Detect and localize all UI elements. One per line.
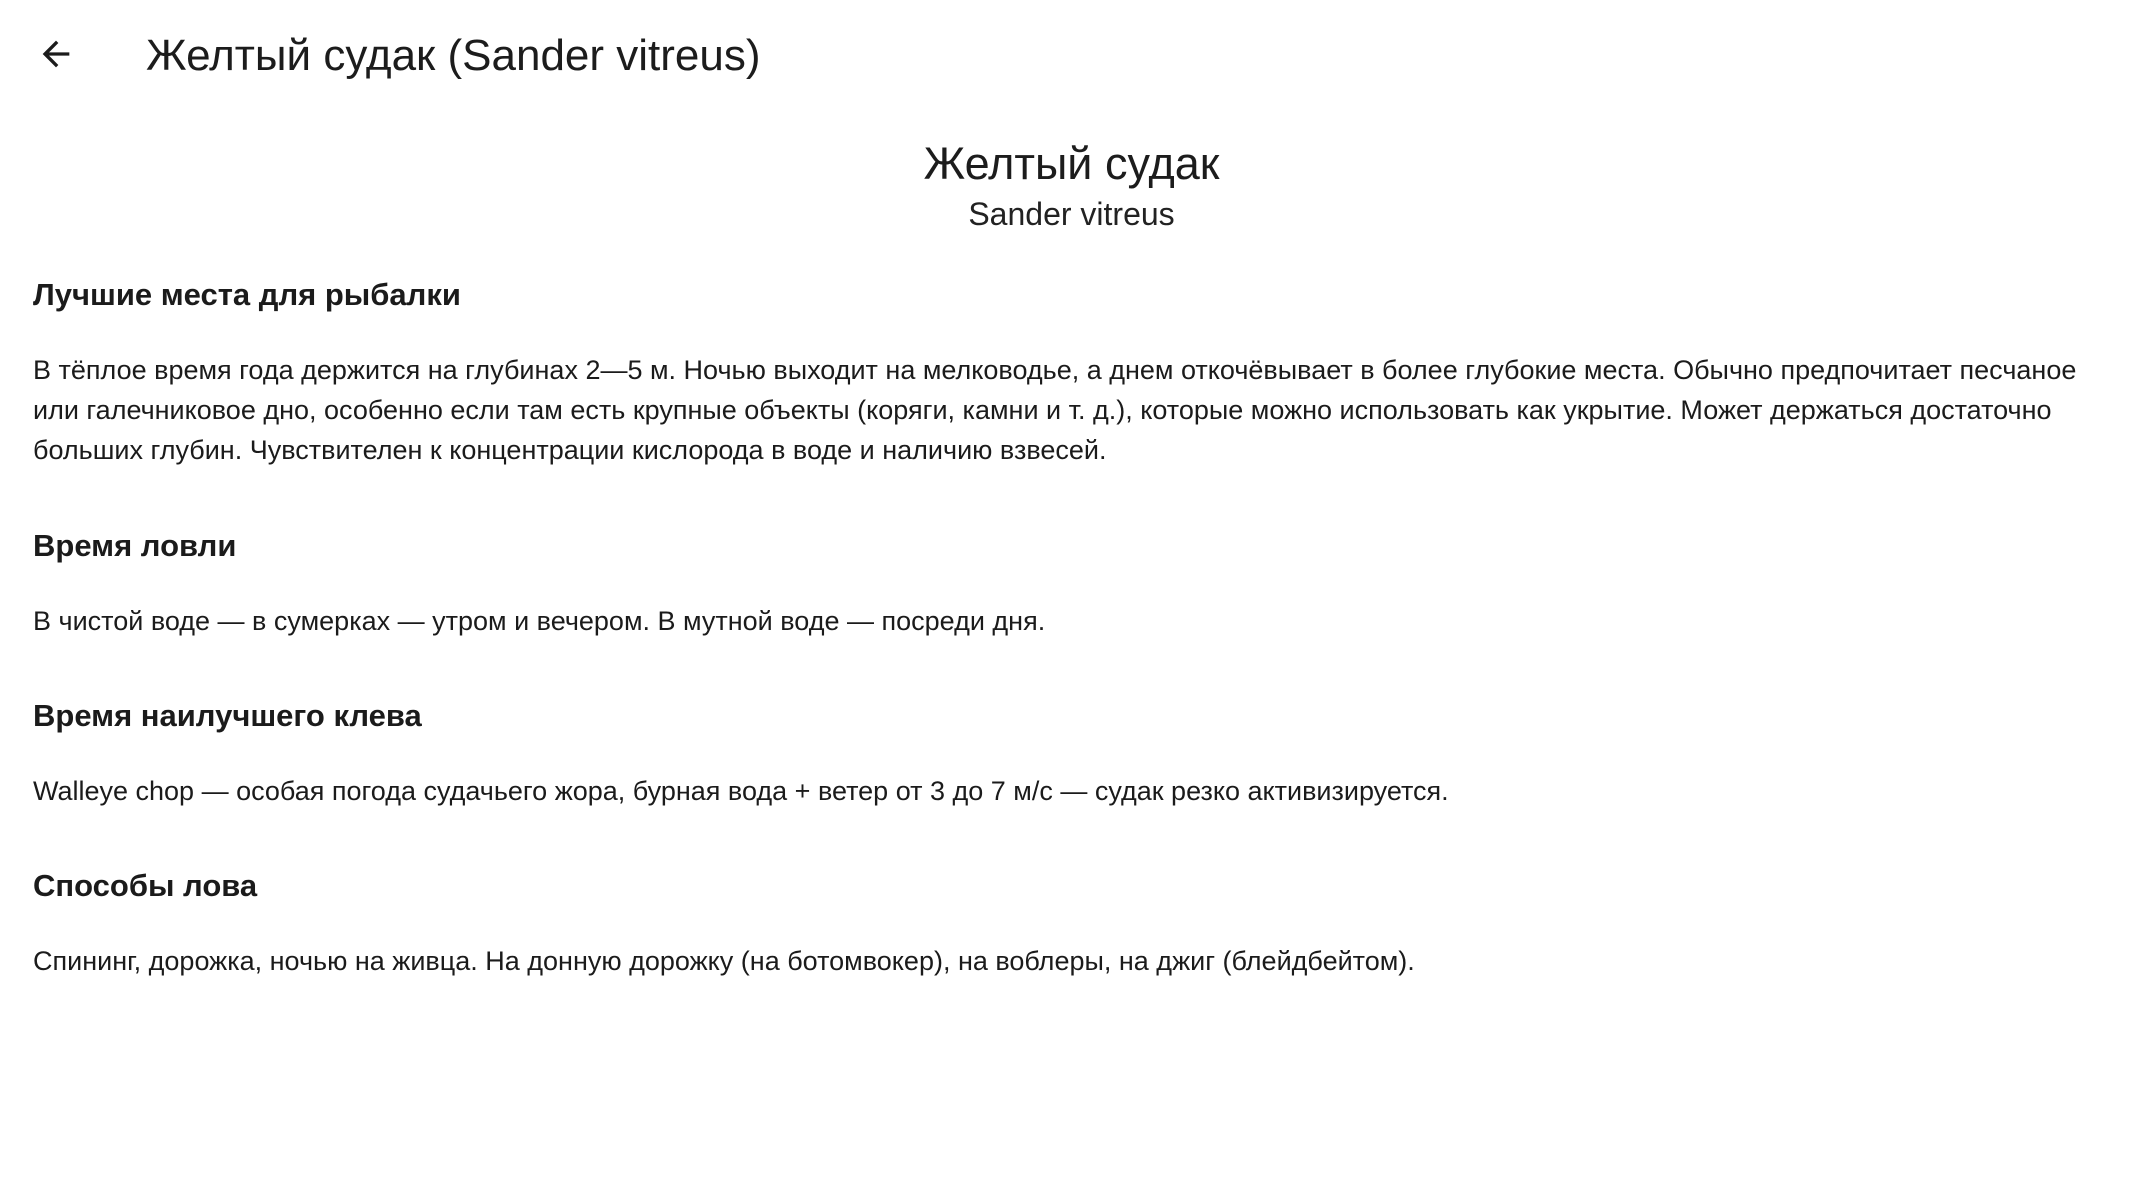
section-title: Время ловли xyxy=(33,528,237,563)
arrow-back-icon xyxy=(36,34,76,74)
section-text: Walleye chop — особая погода судачьего жора, бурная вода + ветер от 3 до 7 м/с — судак резко активизируется. xyxy=(33,776,1449,806)
section-best-places xyxy=(33,275,2093,470)
page-title: Желтый судак (Sander vitreus) xyxy=(146,31,761,80)
fish-common-name: Желтый судак xyxy=(923,138,1220,189)
section-title: Время наилучшего клева xyxy=(33,698,422,733)
section-title: Способы лова xyxy=(33,868,258,903)
section-text: Спининг, дорожка, ночью на живца. На донную дорожку (на ботомвокер), на воблеры, на джиг (блейдбейтом). xyxy=(33,946,1415,976)
fish-content xyxy=(33,130,2093,976)
fish-latin-name: Sander vitreus xyxy=(968,196,1175,232)
section-text: В чистой воде — в сумерках — утром и вечером. В мутной воде — посреди дня. xyxy=(33,606,1046,636)
section-title: Лучшие места для рыбалки xyxy=(33,277,461,312)
fish-header xyxy=(27,135,2116,235)
section-fishing-time xyxy=(33,526,2093,641)
back-button[interactable] xyxy=(22,20,90,88)
section-best-bite-time xyxy=(33,696,2093,811)
top-app-bar xyxy=(0,0,2132,116)
section-fishing-methods xyxy=(33,866,2093,981)
section-text: В тёплое время года держится на глубинах 2—5 м. Ночью выходит на мелководье, а днем откочёвывает в более глубокие места. Обычно предпочитает песчаное или галечниковое дно, особенно если там есть крупные объекты (коряги, камни и т. д.), которые можно использовать как укрытие. Может держаться достаточно больших глубин. Чувствителен к концентрации кислорода в воде и наличию взвесей. xyxy=(33,355,2077,465)
